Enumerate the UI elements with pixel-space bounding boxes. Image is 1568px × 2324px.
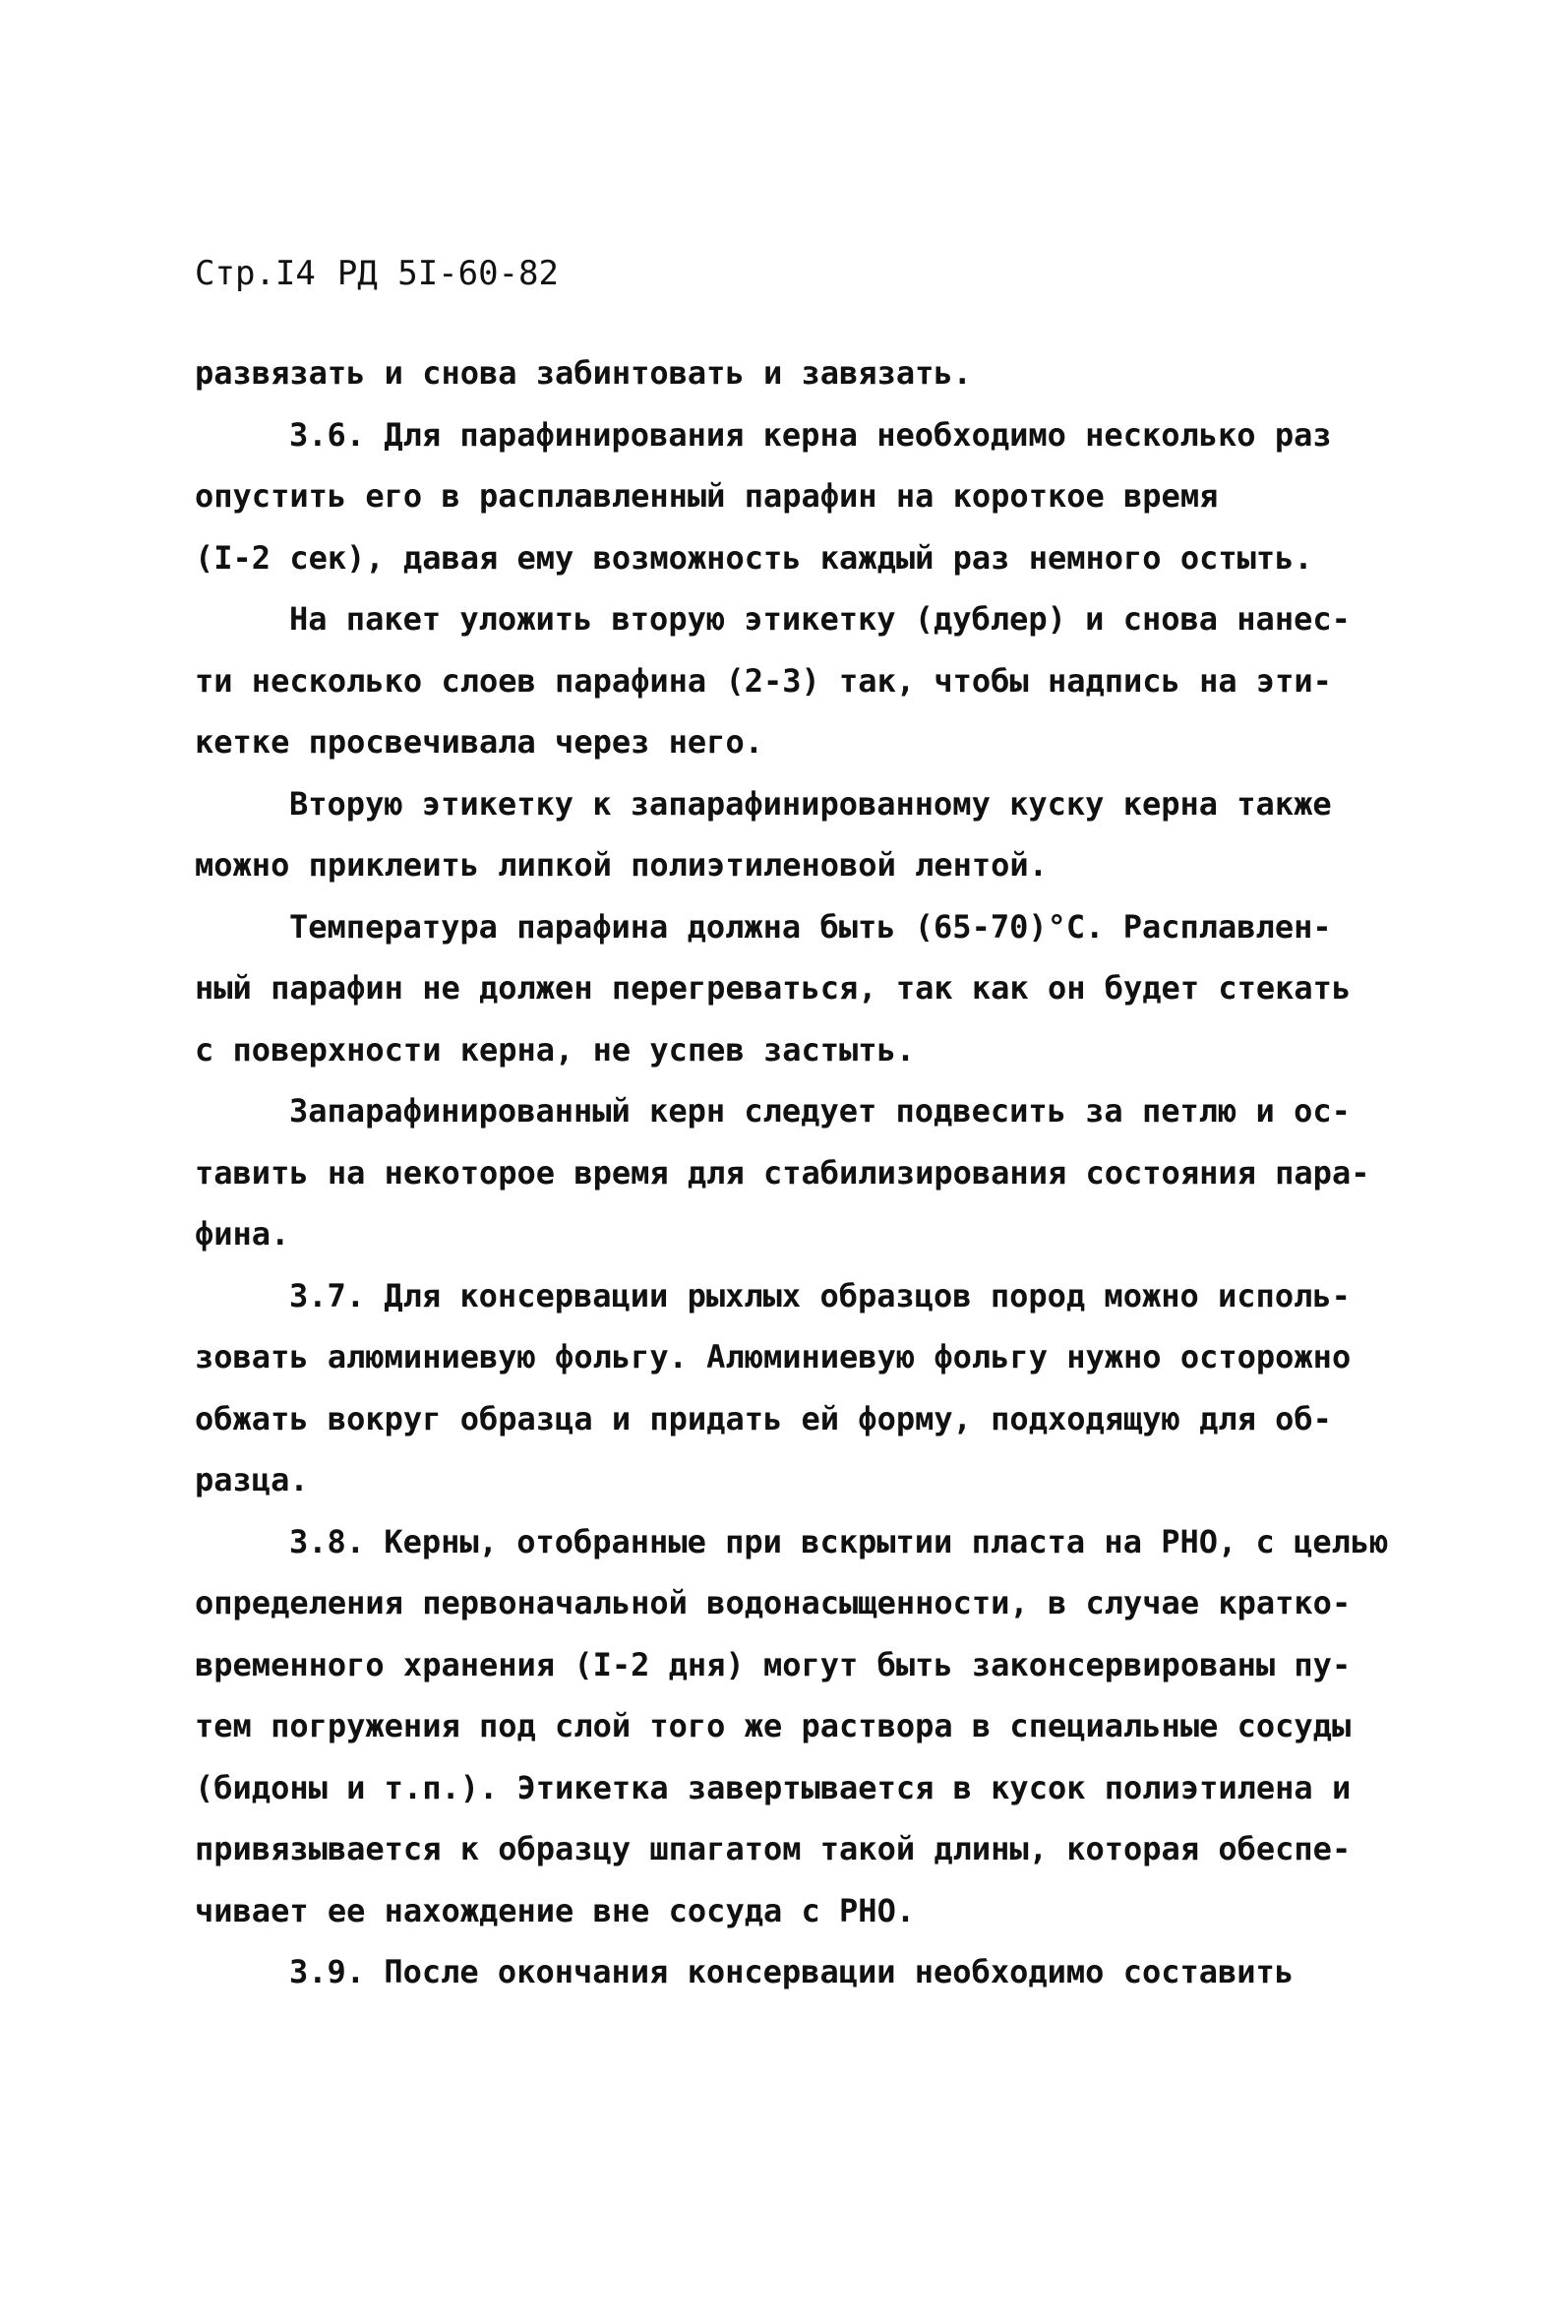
text-line: ный парафин не должен перегреваться, так как он будет стекать bbox=[195, 969, 1352, 1007]
text-line: развязать и снова забинтовать и завязать. bbox=[195, 354, 972, 392]
text-line: можно приклеить липкой полиэтиленовой лентой. bbox=[195, 846, 1048, 884]
text-line: (бидоны и т.п.). Этикетка завертывается в кусок полиэтилена и bbox=[195, 1768, 1352, 1806]
text-line: Вторую этикетку к запарафинированному куску керна также bbox=[289, 784, 1332, 823]
text-line: фина. bbox=[195, 1215, 290, 1253]
text-line: Температура парафина должна быть (65-70)°С. Расплавлен- bbox=[289, 907, 1332, 946]
text-line: На пакет уложить вторую этикетку (дублер) и снова нанес- bbox=[289, 600, 1351, 638]
text-line: кетке просвечивала через него. bbox=[195, 723, 763, 761]
text-line: опустить его в расплавленный парафин на короткое время bbox=[195, 477, 1219, 515]
text-line: 3.7. Для консервации рыхлых образцов пород можно исполь- bbox=[289, 1276, 1351, 1315]
text-line: 3.9. После окончания консервации необходимо составить bbox=[289, 1953, 1295, 1990]
text-line: чивает ее нахождение вне сосуда с РНО. bbox=[195, 1891, 916, 1929]
document-body bbox=[195, 342, 1415, 2003]
text-line: тавить на некоторое время для стабилизирования состояния пара- bbox=[195, 1153, 1370, 1192]
page-header bbox=[195, 254, 580, 293]
text-line: 3.8. Керны, отобранные при вскрытии пласта на РНО, с целью bbox=[289, 1522, 1389, 1560]
text-line: Запарафинированный керн следует подвесить за петлю и ос- bbox=[289, 1092, 1351, 1130]
text-line: определения первоначальной водонасыщенности, в случае кратко- bbox=[195, 1584, 1352, 1621]
page-number: Стр.I4 bbox=[195, 254, 316, 293]
text-line: обжать вокруг образца и придать ей форму, подходящую для об- bbox=[195, 1399, 1332, 1437]
document-code: РД 5I-60-82 bbox=[336, 254, 559, 293]
text-line: с поверхности керна, не успев застыть. bbox=[195, 1030, 916, 1069]
text-line: зовать алюминиевую фольгу. Алюминиевую фольгу нужно осторожно bbox=[195, 1338, 1352, 1376]
text-line: (I-2 сек), давая ему возможность каждый раз немного остыть. bbox=[195, 538, 1313, 577]
text-line: временного хранения (I-2 дня) могут быть законсервированы пу- bbox=[195, 1645, 1352, 1683]
text-line: ти несколько слоев парафина (2-3) так, чтобы надпись на эти- bbox=[195, 661, 1332, 700]
text-line: тем погружения под слой того же раствора в специальные сосуды bbox=[195, 1707, 1352, 1744]
text-line: разца. bbox=[195, 1461, 309, 1498]
text-line: 3.6. Для парафинирования керна необходимо несколько раз bbox=[289, 415, 1332, 454]
text-line: привязывается к образцу шпагатом такой длины, которая обеспе- bbox=[195, 1830, 1352, 1867]
